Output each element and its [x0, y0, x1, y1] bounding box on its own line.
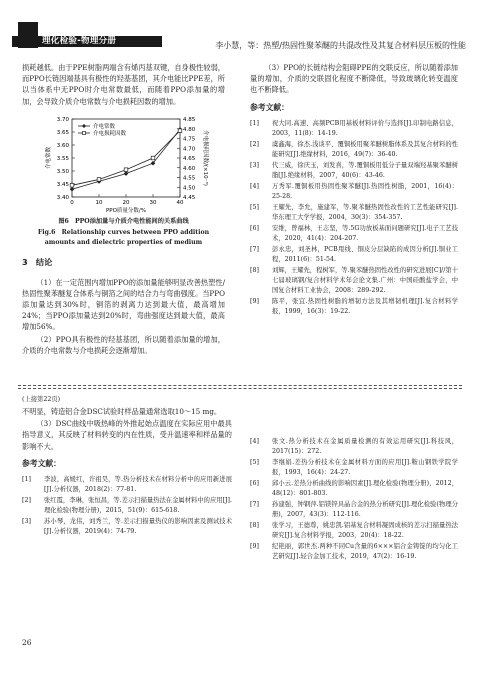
reference-text: 王耀先，李允，施建军，等.聚苯醚热固性改性的工艺性能研究[J].华东理工大学学报，2004，30(3)：354-357. — [272, 203, 458, 221]
y-right-tick-label: 4.45 — [183, 194, 196, 201]
y-right-axis-label: 介电损耗因数/(×10⁻³) — [202, 129, 208, 186]
reference-number: [7] — [250, 245, 259, 253]
dielectric-chart — [22, 113, 225, 215]
y-right-tick-label: 4.60 — [183, 165, 196, 172]
reference-text: 孙建强，钟钢萍.铝镁锌具晶合金的热分析研究[J].理化检验(物理分册)，2007，43(3)：112-116. — [272, 501, 458, 518]
reference-text: 李波，高媛红，许祖昊，等.热分析技术在材料分析中的应用新进展[J].分析仪器，2018(2)：77-81. — [44, 476, 232, 494]
reference-number: [7] — [250, 501, 259, 508]
reference-item — [22, 517, 232, 537]
legend-label: 介电损耗因数 — [93, 130, 127, 137]
y-left-tick-label: 3.60 — [56, 142, 69, 149]
legend-marker — [82, 124, 86, 128]
reference-number: [1] — [250, 119, 259, 127]
reference-text: 刘辉，王耀先，程树军，等.聚苯醚热固性改性的研究进展[C]//第十七届玻璃钢/复合材料学术年会论文集.广州：中国硅酸盐学会，中国复合材料工业协会，2008：289-292. — [272, 266, 458, 294]
data-point-square — [151, 156, 155, 160]
reference-text: 万秀军.覆铜板用热固性聚苯醚[J].热固性树脂，2001，16(4)：25-28. — [272, 182, 458, 200]
reference-item — [250, 182, 458, 202]
y-right-tick-label: 4.50 — [183, 185, 196, 192]
reference-text: 彭永忠，刘圣林，PCB甩线、铜皮分层缺陷的成因分析[J].铜业工程，2011(6)：51-54. — [272, 245, 458, 263]
legend-label: 介电常数 — [93, 123, 116, 130]
reference-number: [9] — [250, 297, 259, 305]
x-tick-label: 10 — [95, 199, 103, 206]
reference-item — [250, 140, 458, 160]
y-right-tick-label: 4.85 — [183, 116, 196, 123]
reference-item — [250, 437, 458, 457]
reference-item — [250, 458, 458, 478]
y-left-tick-label: 3.45 — [56, 181, 69, 188]
reference-item — [22, 475, 232, 495]
reference-number: [4] — [250, 182, 259, 190]
reference-text: 祝大同.高速、高频PCB用基板材料评价与选择[J].印制电路信息，2003，11(8)：14-19. — [272, 119, 458, 137]
data-point-square — [70, 183, 74, 187]
lower-left-column — [22, 395, 232, 538]
reference-text: 苏小琴，龙伟，刘秀兰，等.差示扫描量热仪的影响因素及测试技术[J].分析仪器，2019(4)：74-79. — [44, 518, 232, 536]
reference-item — [250, 542, 458, 562]
paragraph: （3）DSC曲线中吸热峰的外推起始点温度在实际应用中最具指导意义，其反映了材料转变的内在性质，受升温速率和样品量的影响不大。 — [22, 419, 232, 451]
conclusion-3: （3）PPO的长链结构会阻碍PPE的交联反应，所以随着添加量的增加，介质的交联固化程度不断降低，导致玻璃化转变温度也不断降低。 — [250, 63, 458, 95]
reference-number: [3] — [22, 518, 31, 526]
y-left-tick-label: 3.70 — [56, 116, 69, 123]
y-left-tick-label: 3.55 — [56, 155, 69, 162]
lower-right-column — [250, 437, 458, 563]
y-left-tick-label: 3.65 — [56, 129, 69, 136]
paragraph: 损耗越低。由于PPE树脂两端含有烯丙基双键，自身极性较弱，而PPO长链因端基具有极性的羟基基团，其介电能比PPE差，所以当体系中无PPO时介电常数最低，而随着PPO添加量的增加，会导致介质介电常数与介电损耗因数的增加。 — [22, 63, 225, 106]
y-left-tick-label: 3.50 — [56, 168, 69, 175]
x-tick-label: 30 — [149, 199, 157, 206]
page-header — [0, 0, 480, 58]
series-line — [72, 131, 180, 186]
reference-item — [250, 479, 458, 499]
reference-text: 安维，曾福林，王志坚，等.5G功放板基面问题研究[J].电子工艺技术，2020，41(4)：204-207. — [272, 224, 458, 242]
reference-item — [250, 245, 458, 265]
paragraph: 不明显，铸造铝合金DSC试验时样品量通常选取10～15 mg。 — [22, 407, 222, 416]
section-heading: 3 结论 — [22, 257, 53, 268]
reference-text: 虞鑫海，徐杰.浅谈平、覆铜板用聚苯醚树脂体系及其复合材料的性能研究[J].绝缘材料，2016，49(7)：36-40. — [272, 140, 458, 158]
reference-number: [8] — [250, 522, 259, 529]
y-left-tick-label: 3.40 — [56, 194, 69, 201]
references-heading: 参考文献： — [22, 458, 61, 468]
reference-text: 陈平，张宜.热固性树脂的增韧方法及其增韧机理[J].复合材料学报，1999，16(3)：19-22. — [272, 297, 458, 315]
reference-text: 代三威，徐庆玉，刘发喜，等.覆铜板用低分子量双端羟基聚苯醚树脂[J].绝缘材料，2007，40(6)：43-46. — [272, 161, 458, 179]
reference-text: 张学习，王德尊，姚忠凯.铝基复合材料凝固成核的差示扫描量热法研究[J].复合材料学报，2003，20(4)：18-22. — [272, 522, 458, 539]
y-right-tick-label: 4.80 — [183, 126, 196, 133]
upper-left-column — [22, 62, 225, 357]
y-right-tick-label: 4.55 — [183, 175, 196, 182]
reference-item — [250, 500, 458, 520]
reference-number: [2] — [22, 497, 31, 505]
figure-caption-en: Fig.6 Relationship curves between PPO addition amounts and dielectric properties of medium — [37, 229, 210, 246]
reference-number: [5] — [250, 203, 259, 211]
x-tick-label: 40 — [176, 199, 184, 206]
reference-item — [250, 224, 458, 244]
reference-text: 李继娟.差热分析技术在金属材料方面的应用[J].鞍山钢铁学院学报，1993，16(4)：24-27. — [272, 459, 458, 476]
continued-note: (上接第22页) — [22, 396, 61, 403]
reference-item — [250, 266, 458, 296]
reference-item — [250, 521, 458, 541]
reference-item — [250, 119, 458, 139]
x-axis-label: PPO质量分数/% — [105, 207, 147, 214]
reference-number: [8] — [250, 266, 259, 274]
reference-number: [4] — [250, 438, 259, 445]
reference-number: [5] — [250, 459, 259, 466]
reference-text: 张红霞，李琳，张恒昌，等.差示扫描量热法在金属材料中的应用[J].理化检验(物理分册)，2015，51(9)：615-618. — [44, 497, 232, 515]
reference-item — [250, 297, 458, 317]
reference-text: 纪艳丽，郭世杰.两种不同Cu含量的6×××铝合金铸锭的均匀化工艺研究[J].轻合金加工技术，2019，47(2)：16-19. — [272, 543, 458, 560]
reference-number: [3] — [250, 161, 259, 169]
references-list — [250, 119, 458, 317]
reference-number: [1] — [22, 476, 31, 484]
reference-item — [22, 496, 232, 516]
data-point-square — [178, 129, 182, 133]
y-right-tick-label: 4.75 — [183, 136, 196, 143]
data-point-square — [97, 177, 101, 181]
references-list — [250, 437, 458, 562]
reference-number: [9] — [250, 543, 259, 550]
figure-6 — [22, 113, 225, 215]
y-right-tick-label: 4.65 — [183, 155, 196, 162]
y-right-tick-label: 4.70 — [183, 146, 196, 153]
reference-text: 邱小云.差热分析曲线的影响因素[J].理化检验(物理分册)，2012，48(12)：801-803. — [272, 480, 458, 497]
running-title: 李小慧，等：热塑/热固性聚苯醚的共混改性及其复合材料层压板的性能 — [215, 41, 466, 50]
figure-caption-cn: 图6 PPO添加量与介质介电性能间的关系曲线 — [58, 217, 189, 225]
reference-item — [250, 161, 458, 181]
reference-text: 张文.热分析技术在金属质量检测的有效运用研究[J].科技风，2017(15)：272. — [272, 438, 458, 455]
data-point-diamond — [124, 171, 129, 176]
conclusion-1: （1）在一定范围内增加PPO的添加量能够明显改善热塑性/热固性聚苯醚复合体系与铜箔之间的结合力与弯曲强度。当PPO添加量达到30%时，铜箔的剥离力达到最大值，最高增加24%；当PPO添加量达到20%时，弯曲强度达到最大值，最高增加56%。 — [22, 277, 225, 332]
journal-logo-text: 理化检验-物理分册 — [42, 36, 117, 46]
reference-number: [2] — [250, 140, 259, 148]
reference-number: [6] — [250, 224, 259, 232]
data-point-diamond — [70, 187, 75, 192]
x-tick-label: 20 — [122, 199, 130, 206]
page-number: 26 — [22, 638, 32, 647]
reference-number: [6] — [250, 480, 259, 487]
section-divider — [18, 385, 462, 386]
reference-item — [250, 203, 458, 223]
upper-right-column — [250, 62, 458, 318]
conclusion-2: （2）PPO具有极性的羟基基团，所以随着添加量的增加，介质的介电常数与介电损耗会逐渐增加。 — [22, 334, 225, 355]
series-line — [72, 129, 180, 189]
references-list — [22, 475, 232, 537]
y-left-axis-label: 介电常数 — [46, 146, 52, 169]
section-divider — [18, 388, 462, 389]
x-tick-label: 0 — [70, 199, 74, 206]
data-point-square — [124, 168, 128, 172]
references-heading: 参考文献： — [250, 102, 289, 112]
legend-marker — [83, 131, 86, 134]
